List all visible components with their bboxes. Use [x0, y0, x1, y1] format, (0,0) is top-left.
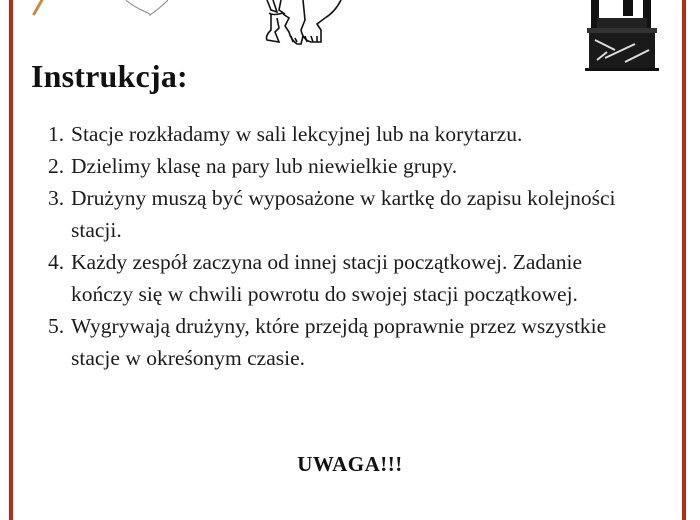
instruction-text: Drużyny muszą być wyposażone w kartkę do zapisu kolejności stacji. — [71, 186, 616, 242]
instruction-item — [48, 118, 648, 150]
well-illustration-icon — [585, 0, 665, 72]
flag-illustration-icon — [28, 0, 168, 22]
instructions-heading: Instrukcja: — [31, 58, 188, 94]
instruction-item — [48, 150, 648, 182]
instruction-number: 5. — [48, 314, 65, 338]
instruction-item — [48, 310, 648, 374]
instruction-number: 4. — [48, 250, 65, 274]
instruction-text: Dzielimy klasę na pary lub niewielkie grupy. — [71, 154, 458, 178]
instruction-text: Każdy zespół zaczyna od innej stacji początkowej. Zadanie kończy się w chwili powrotu do swojej stacji początkowej. — [71, 250, 582, 306]
instruction-number: 2. — [48, 154, 65, 178]
instruction-number: 3. — [48, 186, 65, 210]
instruction-text: Stacje rozkładamy w sali lekcyjnej lub na korytarzu. — [71, 122, 523, 146]
instruction-number: 1. — [48, 122, 65, 146]
page-border-right — [682, 0, 686, 520]
instructions-list — [48, 118, 648, 374]
warning-heading: UWAGA!!! — [297, 452, 403, 476]
bear-illustration-icon — [255, 0, 350, 50]
instruction-item — [48, 182, 648, 246]
instruction-text: Wygrywają drużyny, które przejdą poprawnie przez wszystkie stacje w okreśonym czasie. — [71, 314, 607, 370]
page-border-left — [9, 0, 13, 520]
instruction-item — [48, 246, 648, 310]
